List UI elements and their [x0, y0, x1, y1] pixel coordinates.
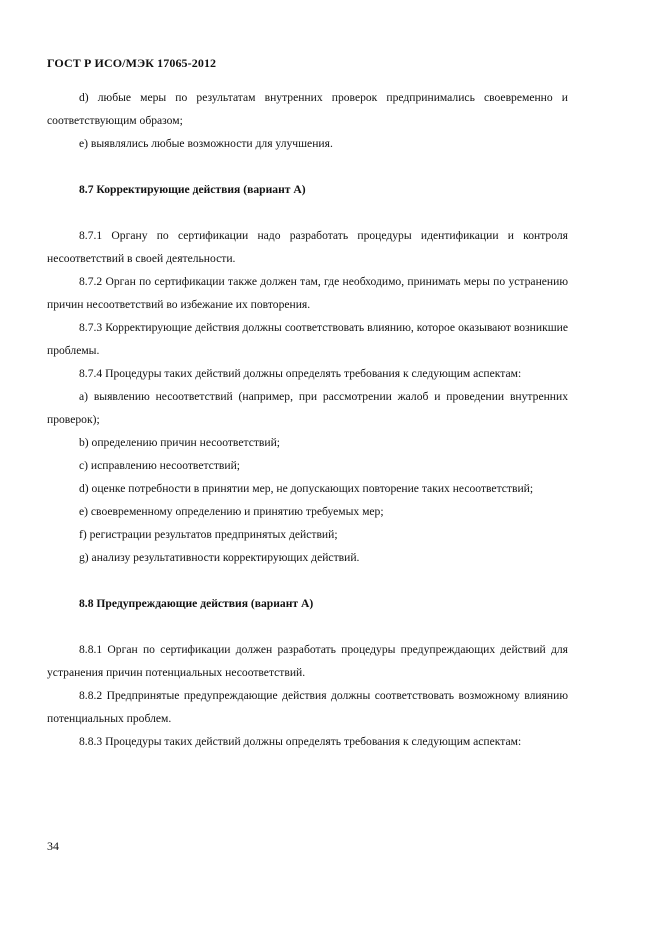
list-item-f: f) регистрации результатов предпринятых действий;: [79, 528, 338, 541]
paragraph-8-7-2: 8.7.2 Орган по сертификации также должен там, где необходимо, принимать меры по устранению причин несоответствий во избежание их повторения.: [47, 275, 568, 311]
paragraph-8-8-2: 8.8.2 Предпринятые предупреждающие действия должны соответствовать возможному влиянию потенциальных проблем.: [47, 689, 568, 725]
paragraph-8-8-1: 8.8.1 Орган по сертификации должен разработать процедуры предупреждающих действий для устранения причин потенциальных несоответствий.: [47, 643, 568, 679]
section-heading-8-7: 8.7 Корректирующие действия (вариант А): [79, 183, 306, 196]
list-item-a: a) выявлению несоответствий (например, при рассмотрении жалоб и проведении внутренних проверок);: [47, 390, 568, 426]
paragraph-8-7-1: 8.7.1 Органу по сертификации надо разработать процедуры идентификации и контроля несоответствий в своей деятельности.: [47, 229, 568, 265]
paragraph-8-7-3: 8.7.3 Корректирующие действия должны соответствовать влиянию, которое оказывают возникшие проблемы.: [47, 321, 568, 357]
list-item-e: e) своевременному определению и принятию требуемых мер;: [79, 505, 384, 518]
page-number: 34: [47, 839, 59, 853]
document-body: [47, 86, 568, 753]
paragraph-8-8-3: 8.8.3 Процедуры таких действий должны определять требования к следующим аспектам:: [79, 735, 522, 748]
list-item-e-top: e) выявлялись любые возможности для улучшения.: [79, 137, 333, 150]
paragraph-8-7-4: 8.7.4 Процедуры таких действий должны определять требования к следующим аспектам:: [79, 367, 522, 380]
list-item-b: b) определению причин несоответствий;: [79, 436, 281, 449]
section-heading-8-8: 8.8 Предупреждающие действия (вариант А): [79, 597, 314, 610]
list-item-g: g) анализу результативности корректирующих действий.: [79, 551, 360, 564]
list-item-d: d) оценке потребности в принятии мер, не допускающих повторение таких несоответствий;: [79, 482, 534, 495]
list-item-d-top: d) любые меры по результатам внутренних проверок предпринимались своевременно и соответствующим образом;: [47, 91, 568, 127]
list-item-c: c) исправлению несоответствий;: [79, 459, 240, 472]
document-header: ГОСТ Р ИСО/МЭК 17065-2012: [47, 56, 217, 70]
